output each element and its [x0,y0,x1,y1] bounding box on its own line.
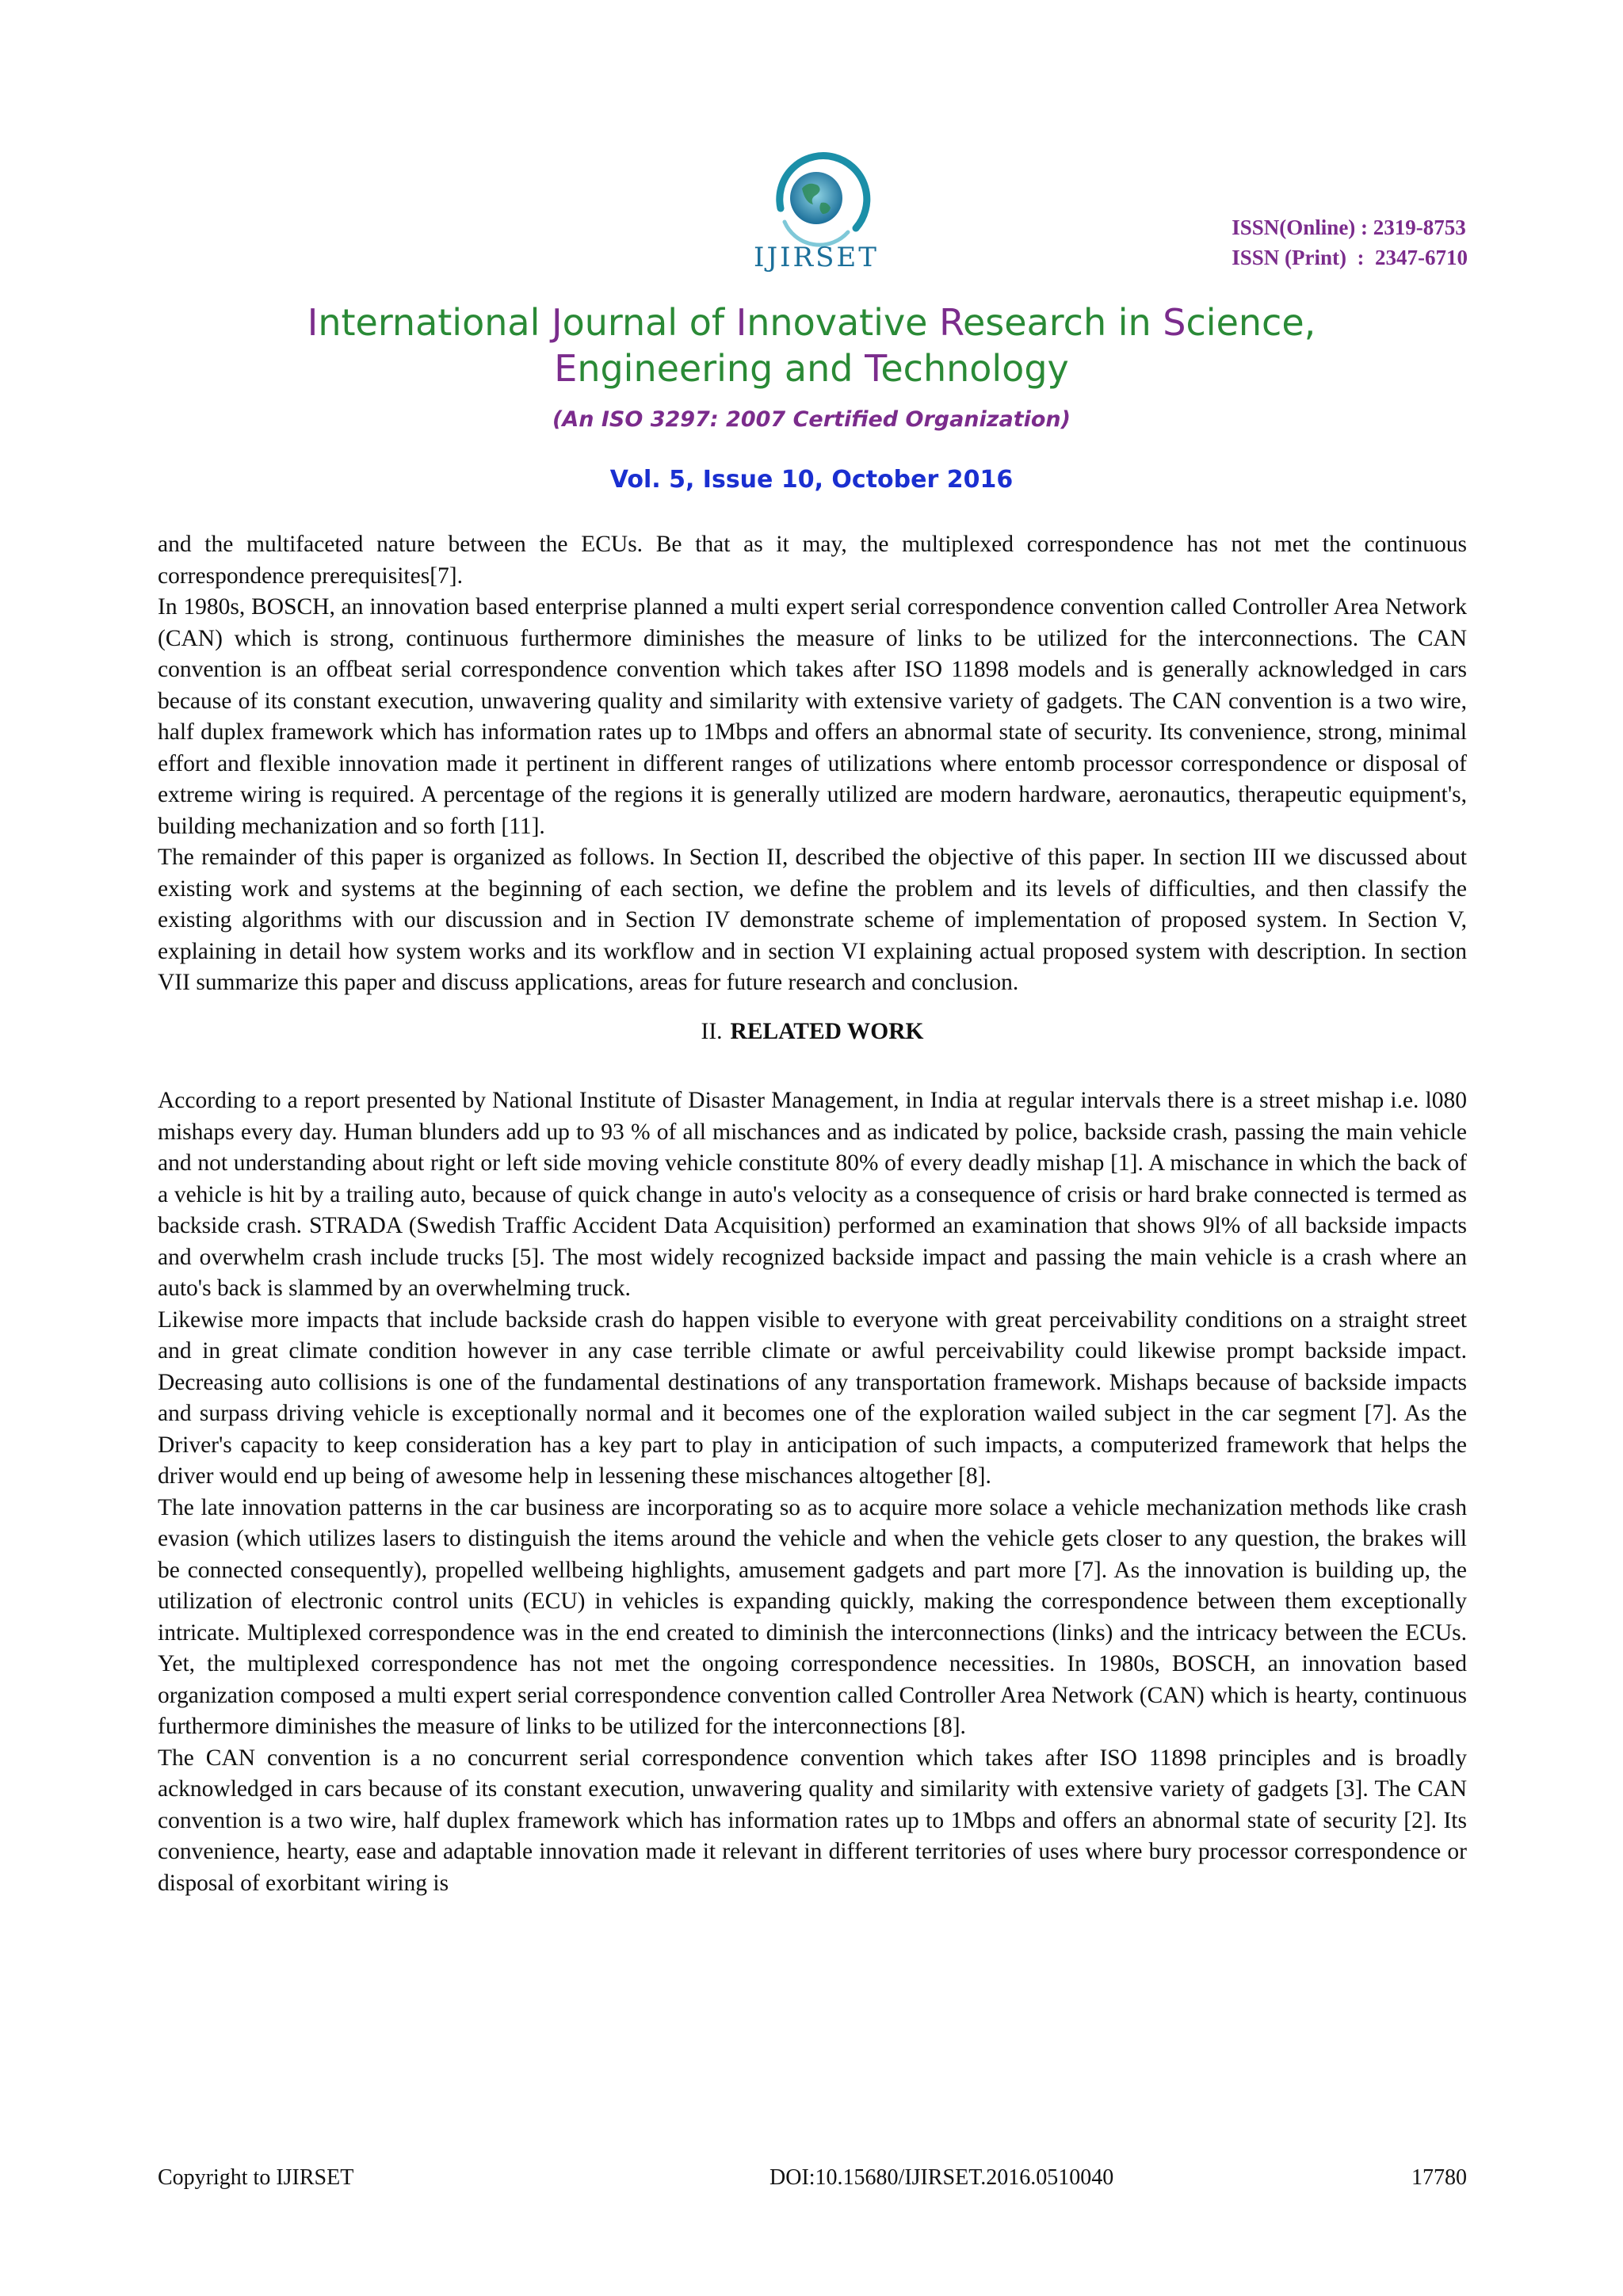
section-number: II. [701,1018,723,1044]
paragraph: and the multifaceted nature between the ECUs. Be that as it may, the multiplexed correspondence has not met the continuous correspondence prerequisites[7]. [158,532,1467,589]
certification-note: (An ISO 3297: 2007 Certified Organization) [552,407,1071,432]
section-heading [158,1016,1467,1048]
issn-online: ISSN(Online) : 2319-8753 [1232,215,1466,239]
footer-copyright: Copyright to IJIRSET [158,2165,354,2190]
paragraph: Likewise more impacts that include backside crash do happen visible to everyone with great perceivability conditions on a straight street and in great climate condition however in any case terrible climate or awful perceivability could likewise prompt backside impact. Decreasing auto collisions is one of the fundamental destinations of any transportation framework. Mishaps because of backside impacts and surpass driving vehicle is exceptionally normal and it becomes one of the exploration wailed subject in the car segment [7]. As the Driver's capacity to keep consideration has a key part to play in anticipation of such impacts, a computerized framework that helps the driver would end up being of awesome help in lessening these mischances altogether [8]. [158,1306,1467,1489]
paragraph: The remainder of this paper is organized as follows. In Section II, described the objective of this paper. In section III we discussed about existing work and systems at the beginning of each section, we define the problem and its levels of difficulties, and then classify the existing algorithms with our discussion and in Section IV demonstrate scheme of implementation of proposed system. In Section V, explaining in detail how system works and its workflow and in section VI explaining actual proposed system with description. In section VII summarize this paper and discuss applications, areas for future research and conclusion. [158,845,1467,995]
journal-title-line1: International Journal of Innovative Research in Science, [307,301,1316,344]
footer-page-number: 17780 [1411,2165,1467,2190]
logo-text: IJIRSET [754,242,879,273]
paragraph: In 1980s, BOSCH, an innovation based enterprise planned a multi expert serial correspondence convention called Controller Area Network (CAN) which is strong, continuous furthermore diminishes the measure of links to be utilized for the interconnections. The CAN convention is an offbeat serial correspondence convention which takes after ISO 11898 models and is generally acknowledged in cars because of its constant execution, unwavering quality and similarity with extensive variety of gadgets. The CAN convention is a two wire, half duplex framework which has information rates up to 1Mbps and offers an abnormal state of security. Its convenience, strong, minimal effort and flexible innovation made it pertinent in different ranges of utilizations where entomb processor correspondence or disposal of extreme wiring is required. A percentage of the regions it is generally utilized are modern hardware, aeronautics, therapeutic equipment's, building mechanization and so forth [11]. [158,594,1467,839]
journal-title [0,299,1623,391]
paragraph: According to a report presented by National Institute of Disaster Management, in India at regular intervals there is a street mishap i.e. l080 mishaps every day. Human blunders add up to 93 % of all mischances and as indicated by police, backside crash, passing the main vehicle and not understanding about right or left side moving vehicle constitute 80% of every deadly mishap [1]. A mischance in which the back of a vehicle is hit by a trailing auto, because of quick change in auto's velocity as a consequence of crisis or hard brake connected is termed as backside crash. STRADA (Swedish Traffic Accident Data Acquisition) performed an examination that shows 9l% of all backside impacts and overwhelm crash include trucks [5]. The most widely recognized backside impact and passing the main vehicle is a crash where an auto's back is slammed by an overwhelming truck. [158,1088,1467,1301]
journal-title-line2: Engineering and Technology [554,347,1069,390]
section-title: RELATED WORK [730,1018,924,1044]
ijirset-logo-icon [737,133,896,276]
paragraph: The CAN convention is a no concurrent serial correspondence convention which takes after ISO 11898 principles and is broadly acknowledged in cars because of its constant execution, unwavering quality and similarity with extensive variety of gadgets [3]. The CAN convention is a two wire, half duplex framework which has information rates up to 1Mbps and offers an abnormal state of security [2]. Its convenience, hearty, ease and adaptable innovation made it relevant in different territories of uses where bury processor correspondence or disposal of exorbitant wiring is [158,1745,1467,1896]
journal-logo [737,133,896,276]
footer-doi: DOI:10.15680/IJIRSET.2016.0510040 [769,2165,1114,2190]
volume-issue: Vol. 5, Issue 10, October 2016 [609,466,1014,494]
article-body [158,529,1467,1899]
paragraph: The late innovation patterns in the car business are incorporating so as to acquire more solace a vehicle mechanization methods like crash evasion (which utilizes lasers to distinguish the items around the vehicle and when the vehicle gets closer to any question, the brakes will be connected consequently), propelled wellbeing highlights, amusement gadgets and part more [7]. As the innovation is building up, the utilization of electronic control units (ECU) in vehicles is expanding quickly, making the correspondence between them exceptionally intricate. Multiplexed correspondence was in the end created to diminish the interconnections (links) and the intricacy between the ECUs. Yet, the multiplexed correspondence has not met the ongoing correspondence necessities. In 1980s, BOSCH, an innovation based organization composed a multi expert serial correspondence convention called Controller Area Network (CAN) which is hearty, continuous furthermore diminishes the measure of links to be utilized for the interconnections [8]. [158,1494,1467,1739]
issn-block [1232,212,1468,273]
issn-print: ISSN (Print) : 2347-6710 [1232,246,1468,269]
